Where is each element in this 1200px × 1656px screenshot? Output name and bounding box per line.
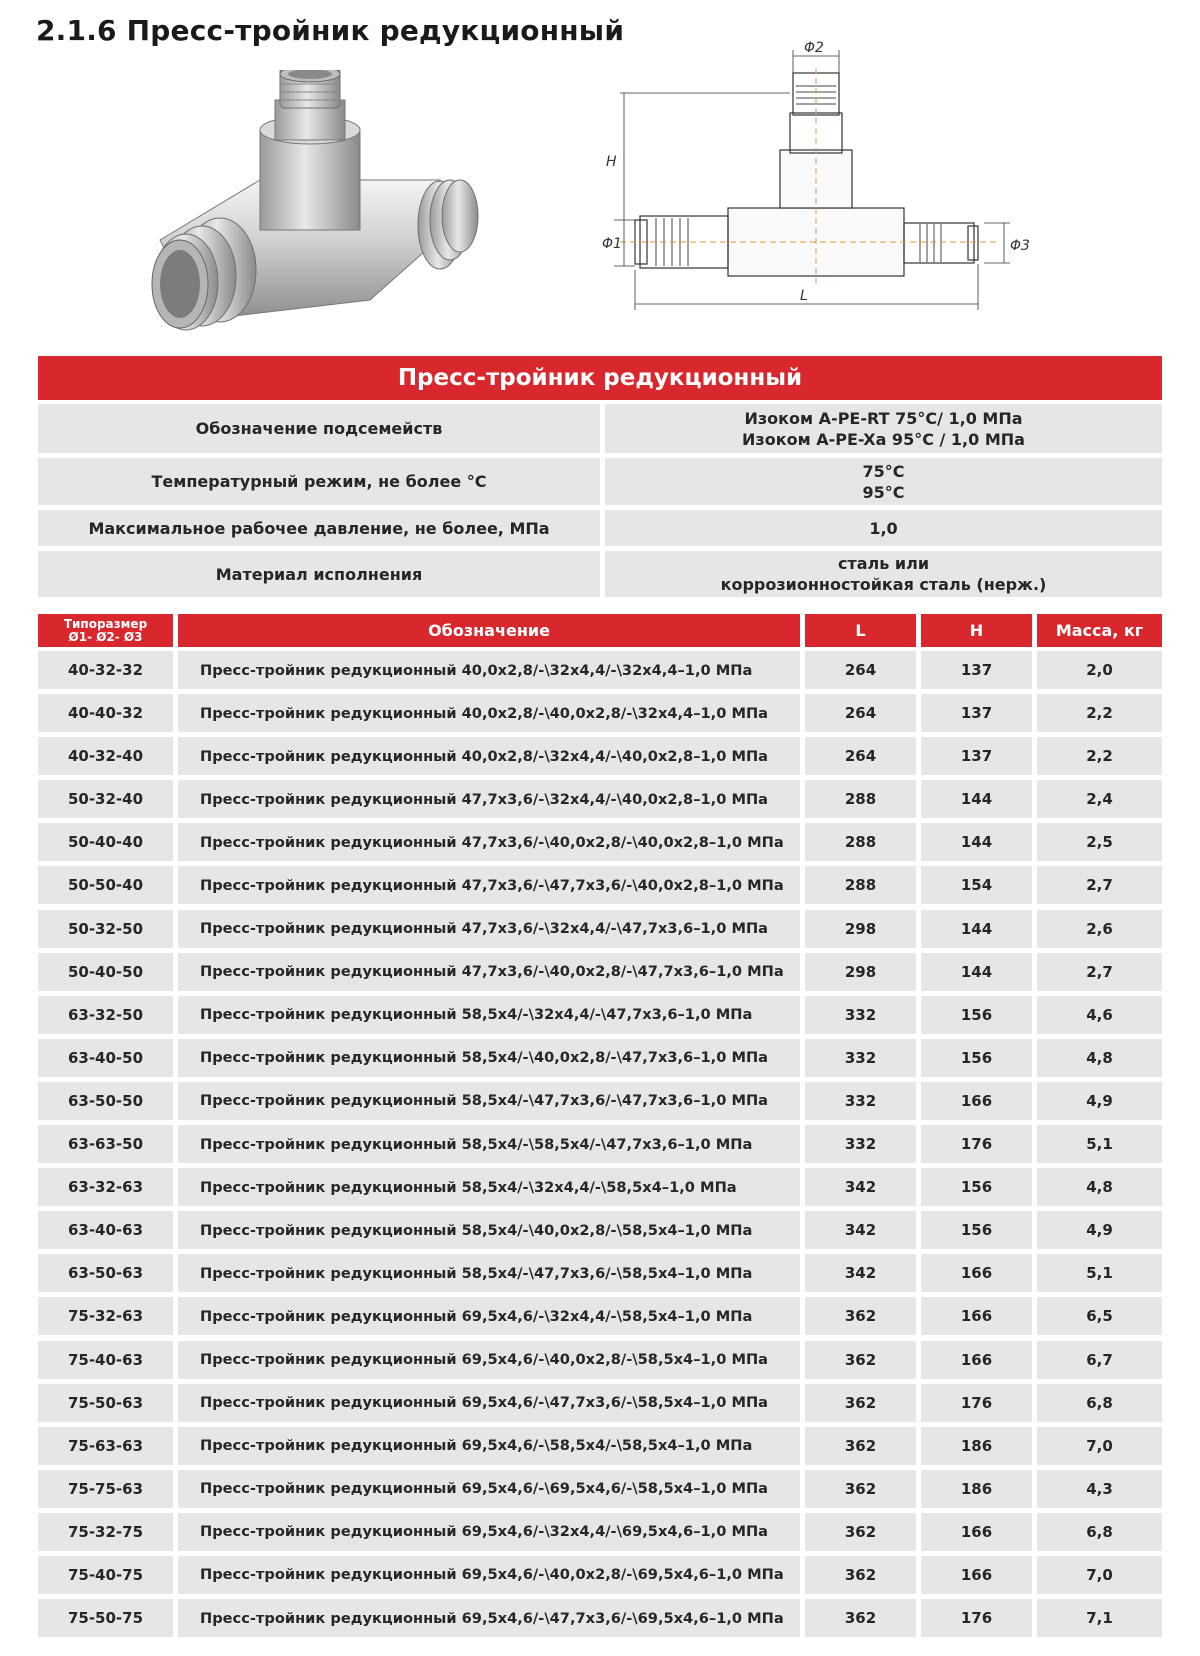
cell-mass: 2,7 (1037, 866, 1162, 904)
cell-mass: 7,0 (1037, 1556, 1162, 1594)
technical-drawing (600, 38, 1060, 338)
cell-l: 362 (805, 1384, 916, 1422)
cell-l: 264 (805, 694, 916, 732)
cell-mass: 4,9 (1037, 1082, 1162, 1120)
cell-l: 342 (805, 1168, 916, 1206)
table-row (38, 651, 1162, 689)
spec-row-subfamily (38, 404, 1162, 453)
spec-row-material (38, 551, 1162, 597)
cell-name: Пресс-тройник редукционный 40,0х2,8/-\40,0х2,8/-\32х4,4–1,0 МПа (178, 694, 800, 732)
cell-name: Пресс-тройник редукционный 69,5х4,6/-\40,0х2,8/-\58,5х4–1,0 МПа (178, 1341, 800, 1379)
cell-name: Пресс-тройник редукционный 47,7х3,6/-\47,7х3,6/-\40,0х2,8–1,0 МПа (178, 866, 800, 904)
cell-mass: 6,7 (1037, 1341, 1162, 1379)
product-table (38, 614, 1162, 1642)
cell-name: Пресс-тройник редукционный 69,5х4,6/-\32х4,4/-\58,5х4–1,0 МПа (178, 1297, 800, 1335)
cell-l: 332 (805, 1125, 916, 1163)
table-row (38, 1384, 1162, 1422)
cell-h: 166 (921, 1254, 1032, 1292)
cell-name: Пресс-тройник редукционный 47,7х3,6/-\40,0х2,8/-\40,0х2,8–1,0 МПа (178, 823, 800, 861)
cell-l: 288 (805, 866, 916, 904)
cell-h: 156 (921, 1168, 1032, 1206)
cell-l: 298 (805, 953, 916, 991)
cell-l: 362 (805, 1556, 916, 1594)
cell-name: Пресс-тройник редукционный 58,5х4/-\47,7х3,6/-\47,7х3,6–1,0 МПа (178, 1082, 800, 1120)
cell-l: 332 (805, 1082, 916, 1120)
header-size-line2: Ø1- Ø2- Ø3 (68, 629, 143, 644)
cell-mass: 4,3 (1037, 1470, 1162, 1508)
cell-name: Пресс-тройник редукционный 58,5х4/-\58,5х4/-\47,7х3,6–1,0 МПа (178, 1125, 800, 1163)
cell-mass: 2,0 (1037, 651, 1162, 689)
table-row (38, 694, 1162, 732)
cell-size: 63-40-50 (38, 1039, 173, 1077)
cell-l: 264 (805, 651, 916, 689)
spec-value (605, 458, 1162, 505)
cell-h: 186 (921, 1470, 1032, 1508)
cell-mass: 5,1 (1037, 1125, 1162, 1163)
cell-name: Пресс-тройник редукционный 47,7х3,6/-\32х4,4/-\40,0х2,8–1,0 МПа (178, 780, 800, 818)
spec-header: Пресс-тройник редукционный (38, 356, 1162, 400)
cell-size: 75-50-63 (38, 1384, 173, 1422)
cell-name: Пресс-тройник редукционный 47,7х3,6/-\40,0х2,8/-\47,7х3,6–1,0 МПа (178, 953, 800, 991)
cell-h: 144 (921, 953, 1032, 991)
dim-d3-label: Φ3 (1010, 238, 1030, 254)
table-row (38, 823, 1162, 861)
cell-h: 156 (921, 996, 1032, 1034)
table-row (38, 1556, 1162, 1594)
cell-size: 75-40-75 (38, 1556, 173, 1594)
cell-size: 40-32-40 (38, 737, 173, 775)
cell-size: 63-50-50 (38, 1082, 173, 1120)
cell-size: 63-40-63 (38, 1211, 173, 1249)
header-l: L (805, 614, 916, 647)
spec-value-line: 95°C (862, 482, 905, 502)
table-row (38, 1297, 1162, 1335)
cell-l: 362 (805, 1599, 916, 1637)
cell-mass: 6,8 (1037, 1384, 1162, 1422)
table-row (38, 1341, 1162, 1379)
cell-h: 137 (921, 651, 1032, 689)
cell-name: Пресс-тройник редукционный 69,5х4,6/-\58,5х4/-\58,5х4–1,0 МПа (178, 1427, 800, 1465)
cell-h: 166 (921, 1513, 1032, 1551)
cell-l: 362 (805, 1513, 916, 1551)
cell-l: 298 (805, 910, 916, 948)
cell-size: 63-63-50 (38, 1125, 173, 1163)
cell-mass: 5,1 (1037, 1254, 1162, 1292)
spec-value-line: 1,0 (869, 518, 898, 538)
spec-value-line: коррозионностойкая сталь (нерж.) (720, 575, 1047, 594)
cell-size: 50-50-40 (38, 866, 173, 904)
cell-mass: 7,0 (1037, 1427, 1162, 1465)
cell-size: 75-75-63 (38, 1470, 173, 1508)
table-row (38, 1168, 1162, 1206)
cell-name: Пресс-тройник редукционный 69,5х4,6/-\40,0х2,8/-\69,5х4,6–1,0 МПа (178, 1556, 800, 1594)
cell-name: Пресс-тройник редукционный 69,5х4,6/-\47,7х3,6/-\58,5х4–1,0 МПа (178, 1384, 800, 1422)
cell-l: 342 (805, 1254, 916, 1292)
table-row (38, 1599, 1162, 1637)
cell-name: Пресс-тройник редукционный 69,5х4,6/-\47,7х3,6/-\69,5х4,6–1,0 МПа (178, 1599, 800, 1637)
table-row (38, 1211, 1162, 1249)
cell-h: 144 (921, 780, 1032, 818)
cell-name: Пресс-тройник редукционный 40,0х2,8/-\32х4,4/-\32х4,4–1,0 МПа (178, 651, 800, 689)
table-row (38, 1470, 1162, 1508)
table-row (38, 1513, 1162, 1551)
cell-size: 50-32-40 (38, 780, 173, 818)
table-row (38, 866, 1162, 904)
spec-row-temperature (38, 458, 1162, 505)
cell-l: 332 (805, 1039, 916, 1077)
header-h: H (921, 614, 1032, 647)
spec-table (38, 404, 1162, 602)
cell-size: 40-32-32 (38, 651, 173, 689)
cell-h: 176 (921, 1599, 1032, 1637)
cell-mass: 6,5 (1037, 1297, 1162, 1335)
cell-name: Пресс-тройник редукционный 58,5х4/-\40,0х2,8/-\47,7х3,6–1,0 МПа (178, 1039, 800, 1077)
table-row (38, 1082, 1162, 1120)
spec-label: Материал исполнения (38, 551, 600, 597)
header-name: Обозначение (178, 614, 800, 647)
table-row (38, 996, 1162, 1034)
table-row (38, 953, 1162, 991)
cell-l: 362 (805, 1297, 916, 1335)
cell-mass: 4,6 (1037, 996, 1162, 1034)
cell-size: 75-32-63 (38, 1297, 173, 1335)
spec-label: Максимальное рабочее давление, не более, МПа (38, 510, 600, 546)
spec-value-line: Изоком А-PE-RT 75°C/ 1,0 МПа (744, 408, 1023, 428)
cell-size: 40-40-32 (38, 694, 173, 732)
table-body (38, 651, 1162, 1637)
cell-h: 166 (921, 1297, 1032, 1335)
cell-size: 75-63-63 (38, 1427, 173, 1465)
dim-h-label: H (606, 154, 617, 170)
table-header (38, 614, 1162, 647)
cell-name: Пресс-тройник редукционный 58,5х4/-\47,7х3,6/-\58,5х4–1,0 МПа (178, 1254, 800, 1292)
dim-d1-label: Φ1 (602, 236, 622, 252)
cell-mass: 4,9 (1037, 1211, 1162, 1249)
cell-size: 50-32-50 (38, 910, 173, 948)
cell-size: 50-40-50 (38, 953, 173, 991)
spec-value (605, 551, 1162, 597)
cell-l: 362 (805, 1427, 916, 1465)
cell-h: 154 (921, 866, 1032, 904)
table-row (38, 737, 1162, 775)
cell-mass: 2,4 (1037, 780, 1162, 818)
table-row (38, 1039, 1162, 1077)
cell-h: 166 (921, 1341, 1032, 1379)
dim-l-label: L (800, 288, 808, 304)
cell-l: 342 (805, 1211, 916, 1249)
cell-name: Пресс-тройник редукционный 47,7х3,6/-\32х4,4/-\47,7х3,6–1,0 МПа (178, 910, 800, 948)
cell-name: Пресс-тройник редукционный 69,5х4,6/-\32х4,4/-\69,5х4,6–1,0 МПа (178, 1513, 800, 1551)
cell-h: 176 (921, 1125, 1032, 1163)
cell-mass: 2,7 (1037, 953, 1162, 991)
header-size (38, 614, 173, 647)
header-size-line1: Типоразмер (63, 616, 148, 631)
cell-name: Пресс-тройник редукционный 58,5х4/-\32х4,4/-\47,7х3,6–1,0 МПа (178, 996, 800, 1034)
cell-l: 362 (805, 1470, 916, 1508)
cell-size: 63-32-50 (38, 996, 173, 1034)
spec-label: Обозначение подсемейств (38, 404, 600, 453)
cell-size: 50-40-40 (38, 823, 173, 861)
cell-h: 166 (921, 1556, 1032, 1594)
cell-mass: 2,6 (1037, 910, 1162, 948)
cell-h: 156 (921, 1211, 1032, 1249)
header-mass: Масса, кг (1037, 614, 1162, 647)
cell-l: 288 (805, 780, 916, 818)
cell-name: Пресс-тройник редукционный 58,5х4/-\32х4,4/-\58,5х4–1,0 МПа (178, 1168, 800, 1206)
table-row (38, 910, 1162, 948)
table-row (38, 1427, 1162, 1465)
table-row (38, 1125, 1162, 1163)
cell-size: 63-32-63 (38, 1168, 173, 1206)
cell-size: 75-50-75 (38, 1599, 173, 1637)
cell-h: 186 (921, 1427, 1032, 1465)
cell-l: 264 (805, 737, 916, 775)
cell-h: 156 (921, 1039, 1032, 1077)
cell-l: 332 (805, 996, 916, 1034)
cell-mass: 7,1 (1037, 1599, 1162, 1637)
cell-mass: 4,8 (1037, 1039, 1162, 1077)
tee-fitting-image (140, 70, 500, 350)
spec-row-pressure (38, 510, 1162, 546)
cell-l: 362 (805, 1341, 916, 1379)
page-title: 2.1.6 Пресс-тройник редукционный (36, 14, 625, 47)
spec-value-line: 75°C (862, 461, 905, 481)
cell-h: 137 (921, 737, 1032, 775)
cell-l: 288 (805, 823, 916, 861)
cell-size: 75-40-63 (38, 1341, 173, 1379)
cell-h: 144 (921, 910, 1032, 948)
cell-name: Пресс-тройник редукционный 40,0х2,8/-\32х4,4/-\40,0х2,8–1,0 МПа (178, 737, 800, 775)
cell-size: 63-50-63 (38, 1254, 173, 1292)
spec-label: Температурный режим, не более °С (38, 458, 600, 505)
cell-h: 144 (921, 823, 1032, 861)
table-row (38, 1254, 1162, 1292)
cell-mass: 6,8 (1037, 1513, 1162, 1551)
cell-size: 75-32-75 (38, 1513, 173, 1551)
table-row (38, 780, 1162, 818)
cell-h: 137 (921, 694, 1032, 732)
cell-name: Пресс-тройник редукционный 58,5х4/-\40,0х2,8/-\58,5х4–1,0 МПа (178, 1211, 800, 1249)
dim-d2-label: Φ2 (804, 40, 824, 56)
cell-h: 176 (921, 1384, 1032, 1422)
spec-value (605, 404, 1162, 453)
spec-value-line: Изоком А-PE-Xa 95°C / 1,0 МПа (742, 429, 1025, 449)
cell-h: 166 (921, 1082, 1032, 1120)
cell-mass: 2,2 (1037, 694, 1162, 732)
cell-mass: 4,8 (1037, 1168, 1162, 1206)
spec-value (605, 510, 1162, 546)
cell-mass: 2,5 (1037, 823, 1162, 861)
cell-name: Пресс-тройник редукционный 69,5х4,6/-\69,5х4,6/-\58,5х4–1,0 МПа (178, 1470, 800, 1508)
spec-value-line: сталь или (837, 554, 930, 573)
cell-mass: 2,2 (1037, 737, 1162, 775)
